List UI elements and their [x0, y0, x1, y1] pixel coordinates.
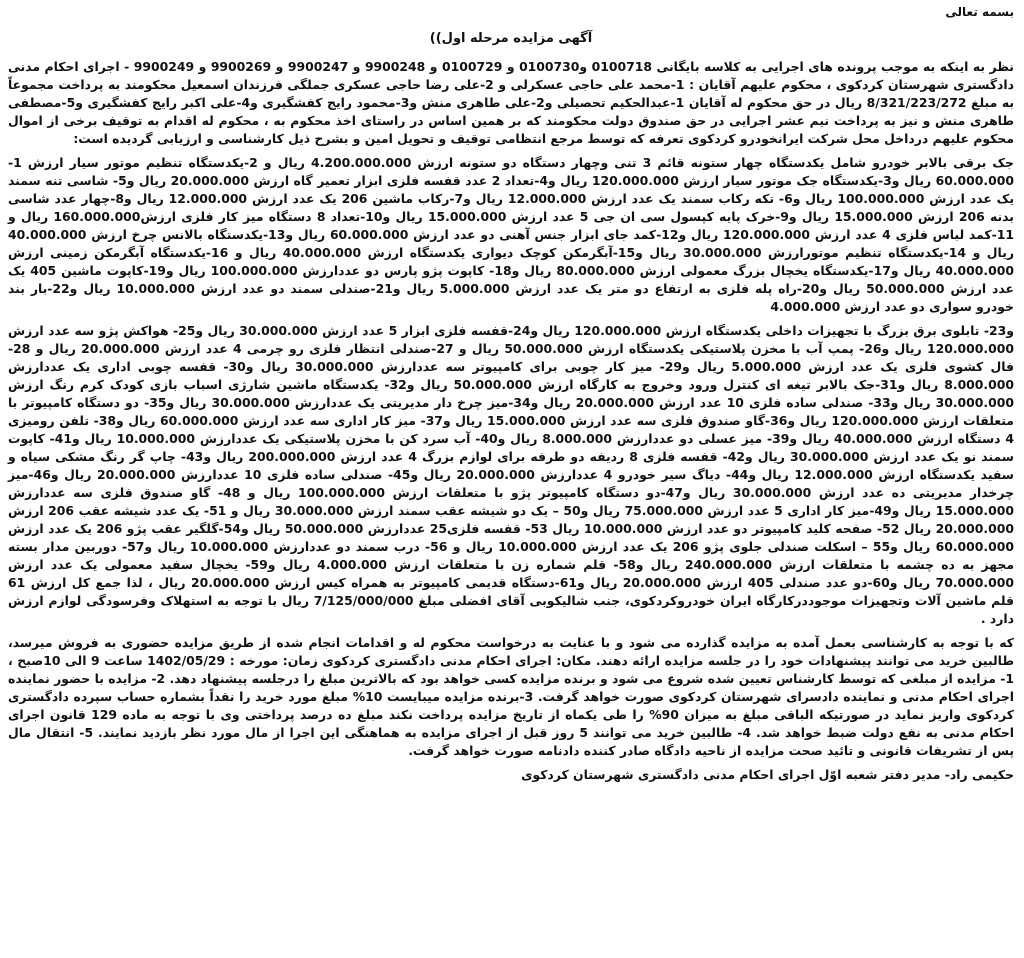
auction-notice-document: [8, 4, 1014, 954]
auction-conditions-paragraph: که با توجه به کارشناسی بعمل آمده به مزایده گذارده می شود و با عنایت به درخواست محکوم له و اقدامات انجام شده از طریق مزایده حضوری به فروش میرسد، طالبین خرید می توانند پیشنهادات خود را در جلسه مزایده ارائه دهند. مکان: اجرای احکام مدنی دادگستری کردکوی زمان: مورخه : 1402/05/29 ساعت 9 الی 10صبح ، 1- مزایده از مبلغی که توسط کارشناس تعیین شده شروع می شود و برنده مزایده کسی خواهد بود که بالاترین مبلغ را درجلسه پیشنهاد دهد. 2- مزایده با حضور نماینده اجرای احکام مدنی و نماینده دادسرای شهرستان کردکوی صورت خواهد گرفت. 3-برنده مزایده میبایست 10% مبلغ مورد خرید را نقداً بشماره حساب سپرده دادگستری کردکوی واریز نماید در صورتیکه الباقی مبلغ به میزان 90% را طی یکماه از تاریخ مزایده پرداخت نکند مبلغ ده درصد پرداختی وی با توجه به ماده 129 قانون اجرای احکام مدنی به نفع دولت ضبط خواهد شد. 4- طالبین خرید می توانند 5 روز قبل از اجرای مزایده به هماهنگی این اجرا از مال مورد نظر بازدید نمایند. 5- انتقال مال پس از تشریفات قانونی و تائید صحت مزایده از ناحیه دادگاه صادر کننده دادنامه صورت خواهد گرفت.: [8, 635, 1015, 758]
items-list-part-1: جک برقی بالابر خودرو شامل یکدستگاه چهار ستونه قائم 3 تنی وچهار دستگاه دو ستونه ارزش 4.200.000.000 ریال و 2-یکدستگاه تنظیم موتور سیار ارزش 1-60.000.000 ریال و3-یکدستگاه جک موتور سیار ارزش 120.000.000 ریال و4-تعداد 2 عدد قفسه فلزی ابزار تعمیر گاه ارزش 20.000.000 ریال و5- شاسی تنه سمند یک عدد ارزش 100.000.000 ریال و6- تکه رکاب سمند یک عدد ارزش 12.000.000 ریال و7-رکاب ماشین 206 یک عدد ارزش 12.000.000 ریال و8-چهار عدد شاسی بدنه 206 ارزش 15.000.000 ریال و9-خرک پایه کپسول سی ان جی 5 عدد ارزش 15.000.000 ریال و10-تعداد 8 دستگاه میز کار فلزی ارزش160.000.000 ریال و 11-کمد لباس فلزی 4 عدد ارزش 120.000.000 ریال و12-کمد جای ابزار جنس آهنی دو عدد ارزش 60.000.000 ریال و13-یکدستگاه بالانس چرخ ارزش 40.000.000 ریال و 14-یکدستگاه تنظیم موتورارزش 30.000.000 ریال و15-آبگرمکن کوچک دیواری یکدستگاه ارزش 40.000.000 ریال و 16-یکدستگاه آبگرمکن زمینی ارزش 40.000.000 ریال و17-یکدستگاه یخچال بزرگ معمولی ارزش 80.000.000 ریال و18- کاپوت پژو پارس دو عددارزش 100.000.000 ریال و19-کاپوت ماشین 405 یک عدد ارزش 50.000.000 ریال و20-راه پله فلزی به ارتفاع دو متر یک عدد ارزش 5.000.000 ریال و21-صندلی سمند دو عدد ارزش 10.000.000 ریال و22-بار بند خودرو سواری دو عدد ارزش 4.000.000: [8, 155, 1015, 314]
items-list-part-2: و23- تابلوی برق بزرگ با تجهیزات داخلی یکدستگاه ارزش 120.000.000 ریال و24-قفسه فلزی ابزار 5 عدد ارزش 30.000.000 ریال و25- هواکش پژو سه عدد ارزش 120.000.000 ریال و26- پمپ آب با مخزن پلاستیکی یکدستگاه ارزش 50.000.000 ریال و 27-صندلی انتظار فلزی رو چرمی 4 عدد ارزش 20.000.000 ریال و 28- فال کشوی فلزی یک عدد ارزش 5.000.000 ریال و29- میز کار چوبی برای کامپیوتر سه عددارزش 30.000.000 ریال و30- قفسه چوبی اداری یک عددارزش 8.000.000 ریال و31-جک بالابر تیغه ای کنترل ورود وخروج به کارگاه ارزش 50.000.000 ریال و32- یکدستگاه ماشین شارژی اسباب بازی کودک کرم رنگ ارزش 30.000.000 ریال و33- صندلی ساده فلزی 10 عدد ارزش 20.000.000 ریال و34-میز چرخ دار مدیریتی یک عددارزش 30.000.000 ریال و35- دو دستگاه کامپیوتر با متعلقات ارزش 120.000.000 ریال و36-گاو صندوق فلزی سه عدد ارزش 15.000.000 ریال و37- میز کار اداری سه عدد ارزش 60.000.000 ریال و38- تلفن رومیزی 4 دستگاه ارزش 40.000.000 ریال و39- میز عسلی دو عددارزش 8.000.000 ریال و40- آب سرد کن با مخزن پلاستیکی یک عددارزش 10.000.000 ریال و41- کاپوت سمند نو یک عدد ارزش 30.000.000 ریال و42- قفسه فلزی 8 ردیفه دو طرفه برای لوازم بزرگ 4 عدد ارزش 200.000.000 ریال و43- چاپ گر رنگ مشکی سیاه و سفید یکدستگاه ارزش 12.000.000 ریال و44- دیاگ سیر خودرو 4 عددارزش 20.000.000 ریال و45- صندلی ساده فلزی 10 عددارزش 20.000.000 ریال و46-میز چرخدار مدیریتی ده عدد ارزش 30.000.000 ریال و47-دو دستگاه کامپیوتر پژو با متعلقات ارزش 100.000.000 ریال و 48- گاو صندوق فلزی سه عددارزش 15.000.000 ریال و49-میز کار اداری 5 عدد ارزش 75.000.000 ریال و50 – یک دو شیشه عقب سمند ارزش 30.000.000 ریال و 51- یک عدد شیشه عقب 206 ارزش 20.000.000 ریال 52- صفحه کلید کامپیوتر دو عدد ارزش 10.000.000 ریال 53- قفسه فلزی25 عددارزش 50.000.000 ریال و54-گلگیر عقب پژو 206 یک عدد ارزش 60.000.000 ریال و55 – اسکلت صندلی جلوی پژو 206 یک عدد ارزش 10.000.000 ریال و 56- درب سمند دو عددارزش 10.000.000 ریال و57- دوربین مدار بسته مجهز به ده چشمه با متعلقات ارزش 240.000.000 ریال و58- قلم شماره زن با متعلقات ارزش 4.000.000 ریال و59- یخچال سفید معمولی یک عدد ارزش 70.000.000 ریال و60-دو عدد صندلی 405 ارزش 20.000.000 ریال و61-دستگاه قدیمی کامپیوتر به همراه کیس ارزش 20.000.000 ریال ، لذا جمع کل ارزش 61 قلم ماشین آلات وتجهیزات موجوددرکارگاه ایران خودروکردکوی، جنب شالیکوبی آقای افضلی مبلغ 7/125/000/000 ریال با توجه به استهلاک وفرسودگی لوازم ارزش دارد .: [8, 323, 1014, 626]
basmala-heading: بسمه تعالی: [945, 5, 1014, 19]
signature-line: حکیمی راد- مدیر دفتر شعبه اوّل اجرای احکام مدنی دادگستری شهرستان کردکوی: [521, 767, 1014, 782]
intro-paragraph: نظر به اینکه به موجب پرونده های اجرایی به کلاسه بایگانی 0100718 و0100730 و 0100729 و 9900248 و 9900247 و 9900269 و 9900249 - اجرای احکام مدنی دادگستری شهرستان کردکوی ، محکوم علیهم آقایان : 1-محمد علی حاجی عسکرلی و 2-علی رضا حاجی عسکری جملگی فرزندان اسمعیل محکومند به پرداخت مجموعاً به مبلغ 8/321/223/272 ریال در حق محکوم له آقایان 1-عبدالحکیم تحصیلی و2-علی طاهری منش و3-محمود رایج کفشگیری و4-علی اکبر رایج کفشگیری و5-مصطفی طاهری منش و نیز به پرداخت نیم عشر اجرایی در حق صندوق دولت محکومند که بر همین اساس در راستای اخذ محکوم به ، محکوم له اقدام به توقیف برخی از اموال محکوم علیهم درداخل محل شرکت ایرانخودرو کردکوی تعرفه که توسط مرجع انتظامی توقیف و تحویل امین و بشرح ذیل کارشناسی و ارزیابی گردیده است:: [8, 59, 1014, 146]
notice-title: آگهی مزایده مرحله اول)): [429, 31, 593, 46]
